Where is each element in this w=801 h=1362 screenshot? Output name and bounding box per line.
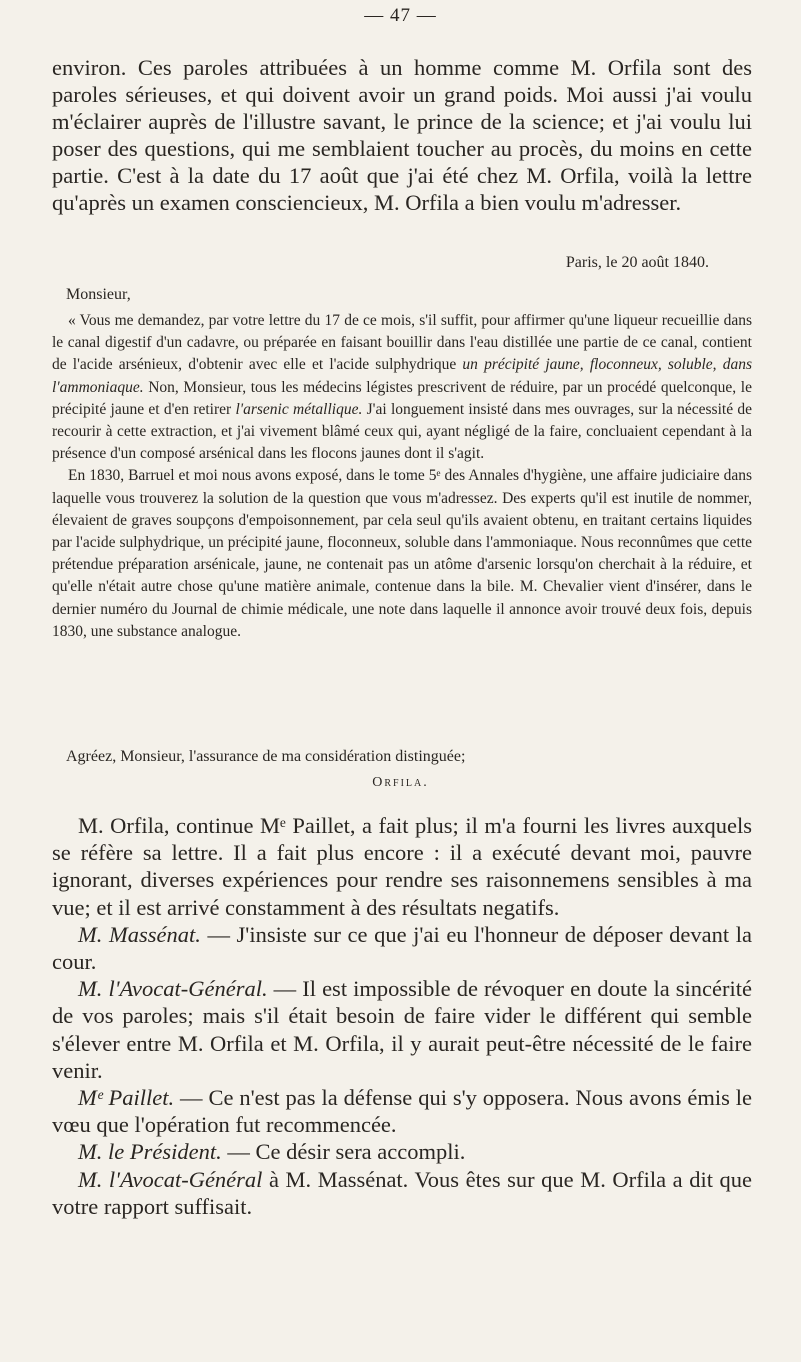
paragraph-massenat: [52, 921, 752, 975]
speaker-president: M. le Président.: [78, 1139, 222, 1165]
letter-signature: Orfila.: [372, 775, 429, 790]
letter-p1-text-a: « Vous me demandez, par votre lettre du 17 de ce mois, s'il suffit, pour affirmer qu'une liqueur recueillie dans le canal digestif d'un cadavre, ou préparée en faisant bouillir dans l'eau distillée une partie de ce canal, contient de l'acide arsénieux, d'obtenir avec elle et l'acide sulphydrique: [52, 312, 752, 374]
speaker-massenat: M. Massénat.: [78, 921, 201, 947]
intro-paragraph-block: [52, 54, 752, 216]
speaker-paillet: Mᵉ Paillet.: [78, 1085, 175, 1111]
letter-p1-text-b: Non, Monsieur, tous les médecins légistes prescrivent de réduire, par un procédé quelconque, le précipité jaune et d'en retirer: [52, 378, 752, 418]
speaker-avocat-general-2: M. l'Avocat-Général: [78, 1166, 263, 1192]
paragraph-president: [52, 1138, 752, 1165]
letter-salutation: Monsieur,: [66, 286, 131, 303]
speech-avocat-general-2: à M. Massénat. Vous êtes sur que M. Orfila a dit que votre rapport suffisait.: [52, 1166, 752, 1219]
intro-paragraph: environ. Ces paroles attribuées à un homme comme M. Orfila sont des paroles sérieuses, et qui doivent avoir un grand poids. Moi aussi j'ai voulu m'éclairer auprès de l'illustre savant, le prince de la science; et j'ai voulu lui poser des questions, qui me semblaient toucher au procès, du moins en cette partie. C'est à la date du 17 août que j'ai été chez M. Orfila, voilà la lettre qu'après un examen consciencieux, M. Orfila a bien voulu m'adresser.: [52, 55, 752, 215]
paragraph-paillet: M. Orfila, continue Mᵉ Paillet, a fait plus; il m'a fourni les livres auxquels se réfère sa lettre. Il a fait plus encore : il a exécuté devant moi, pauvre ignorant, diverses expériences pour rendre ses raisonnemens sensibles à ma vue; et il est arrivé constamment à des résultats negatifs.: [52, 813, 752, 920]
speaker-avocat-general: M. l'Avocat-Général.: [78, 976, 268, 1002]
letter-date: Paris, le 20 août 1840.: [565, 254, 709, 271]
paragraph-paillet-reply: [52, 1084, 752, 1138]
paragraph-avocat-general-2: [52, 1166, 752, 1220]
speech-paillet: — Ce n'est pas la défense qui s'y opposera. Nous avons émis le vœu que l'opération fut recommencée.: [52, 1085, 752, 1138]
letter-closing: Agréez, Monsieur, l'assurance de ma considération distinguée;: [66, 748, 466, 765]
paragraph-avocat-general: [52, 975, 752, 1084]
speech-massenat: — J'insiste sur ce que j'ai eu l'honneur de déposer devant la cour.: [52, 921, 752, 975]
letter-p1-text-c: J'ai longuement insisté dans mes ouvrages, sur la nécessité de recourir à cette extraction, et j'ai vivement blâmé ceux qui, ayant négligé de la faire, concluaient cependant à la présence d'un composé arsénical dans les flocons jaunes dont il s'agit.: [52, 400, 752, 463]
letter-paragraph-1: [52, 310, 752, 465]
dialogue-block: [52, 812, 752, 1220]
letter-paragraph-2: En 1830, Barruel et moi nous avons exposé, dans le tome 5ᵉ des Annales d'hygiène, une affaire judiciaire dans laquelle vous trouverez la solution de la question que vous m'adressez. Des experts qu'il est inutile de nommer, élevaient de graves soupçons d'empoisonnement, par cela seul qu'ils avaient obtenu, en traitant certains liquides par l'acide sulphydrique, un précipité jaune, floconneux, soluble dans l'ammoniaque. Nous reconnûmes que cette prétendue préparation arsénicale, jaune, ne contenait pas un atôme d'arsenic lorsqu'on cherchait à la réduire, et qu'elle n'était autre chose qu'une matière animale, contenue dans la bile. M. Chevalier vient d'insérer, dans le dernier numéro du Journal de chimie médicale, une note dans laquelle il annonce avoir trouvé deux fois, depuis 1830, une substance analogue.: [52, 467, 752, 640]
letter-body: [52, 310, 752, 643]
letter-p1-italic-a: un précipité jaune, floconneux, soluble, dans l'ammoniaque.: [52, 356, 752, 396]
speech-avocat-general: — Il est impossible de révoquer en doute la sincérité de vos paroles; mais s'il était besoin de faire vider le différent qui semble s'élever entre M. Orfila et M. Orfila, il y aurait peut-être nécessité de le faire venir.: [52, 976, 752, 1083]
letter-p1-italic-b: l'arsenic métallique.: [235, 400, 363, 418]
speech-president: — Ce désir sera accompli.: [221, 1139, 466, 1165]
page-number: — 47 —: [364, 5, 437, 26]
